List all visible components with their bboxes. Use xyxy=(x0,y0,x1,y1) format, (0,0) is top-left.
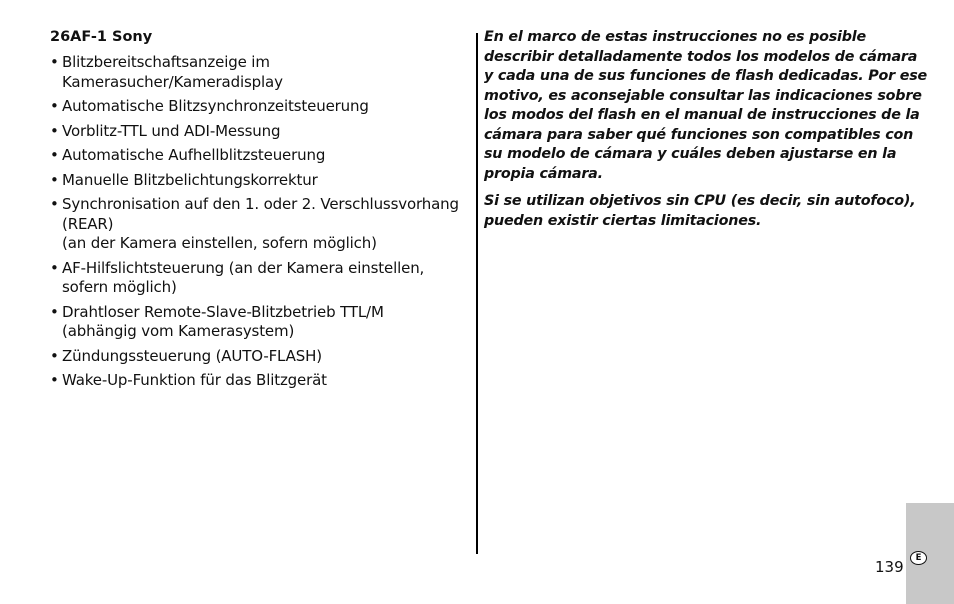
bullet-icon: • xyxy=(50,258,59,277)
list-item xyxy=(50,347,470,367)
bullet-icon: • xyxy=(50,371,59,389)
list-item-text: Zündungssteuerung (AUTO-FLASH) xyxy=(62,346,322,365)
list-item xyxy=(50,195,470,254)
note-line: Si se utilizan objetivos sin CPU (es decir, sin autofoco), xyxy=(484,193,916,209)
list-item-text: (abhängig vom Kamerasystem) xyxy=(62,322,295,340)
list-item-text: Drahtloser Remote-Slave-Blitzbetrieb TTL/M xyxy=(62,302,384,321)
bullet-icon: • xyxy=(50,53,59,71)
list-item xyxy=(50,259,470,298)
list-item xyxy=(50,171,470,191)
note-line: y cada una de sus funciones de flash dedicadas. Por ese xyxy=(484,68,928,84)
list-item xyxy=(50,97,470,117)
list-item-text: Wake-Up-Funktion für das Blitzgerät xyxy=(62,371,327,389)
feature-column xyxy=(50,28,470,396)
bullet-icon: • xyxy=(50,346,59,365)
note-column xyxy=(484,28,928,239)
note-line: su modelo de cámara y cuáles deben ajustarse en la xyxy=(484,146,897,162)
feature-list xyxy=(50,53,470,391)
column-divider xyxy=(476,33,478,554)
bullet-icon: • xyxy=(50,170,59,189)
bullet-icon: • xyxy=(50,146,59,164)
bullet-icon: • xyxy=(50,302,59,321)
list-item-text: Manuelle Blitzbelichtungskorrektur xyxy=(62,170,318,189)
bullet-icon: • xyxy=(50,121,59,140)
list-item-text: Kamerasucher/Kameradisplay xyxy=(62,72,283,91)
bullet-icon: • xyxy=(50,97,59,115)
note-line: describir detalladamente todos los modelos de cámara xyxy=(484,48,918,65)
list-item-text: Automatische Aufhellblitzsteuerung xyxy=(62,146,326,164)
list-item-text: Blitzbereitschaftsanzeige im xyxy=(62,53,270,71)
note-line: los modos del flash en el manual de instrucciones de la xyxy=(484,107,920,123)
list-item-text: Automatische Blitzsynchronzeitsteuerung xyxy=(62,97,369,115)
note-paragraph xyxy=(484,192,914,231)
note-line: pueden existir ciertas limitaciones. xyxy=(484,212,762,229)
page-number: 139 xyxy=(875,558,904,576)
list-item-text: (an der Kamera einstellen, sofern möglich) xyxy=(62,234,377,252)
list-item xyxy=(50,146,470,166)
note-line: cámara para saber qué funciones son compatibles con xyxy=(484,126,914,143)
list-item-text: Vorblitz-TTL und ADI-Messung xyxy=(62,121,281,140)
bullet-icon: • xyxy=(50,195,59,213)
list-item xyxy=(50,303,470,342)
list-item-text: Synchronisation auf den 1. oder 2. Verschlussvorhang xyxy=(62,195,459,213)
list-item xyxy=(50,53,470,92)
list-item-text: AF-Hilfslichtsteuerung (an der Kamera einstellen, xyxy=(62,258,425,277)
list-item xyxy=(50,371,470,391)
note-line: motivo, es aconsejable consultar las indicaciones sobre xyxy=(484,87,922,104)
note-paragraph xyxy=(484,28,928,184)
list-item xyxy=(50,122,470,142)
list-item-text: sofern möglich) xyxy=(62,278,177,296)
language-badge-icon: E xyxy=(910,551,927,565)
note-line: propia cámara. xyxy=(484,165,603,182)
section-heading: 26AF-1 Sony xyxy=(50,29,153,45)
list-item-text: (REAR) xyxy=(62,214,114,233)
note-line: En el marco de estas instrucciones no es posible xyxy=(484,29,866,45)
